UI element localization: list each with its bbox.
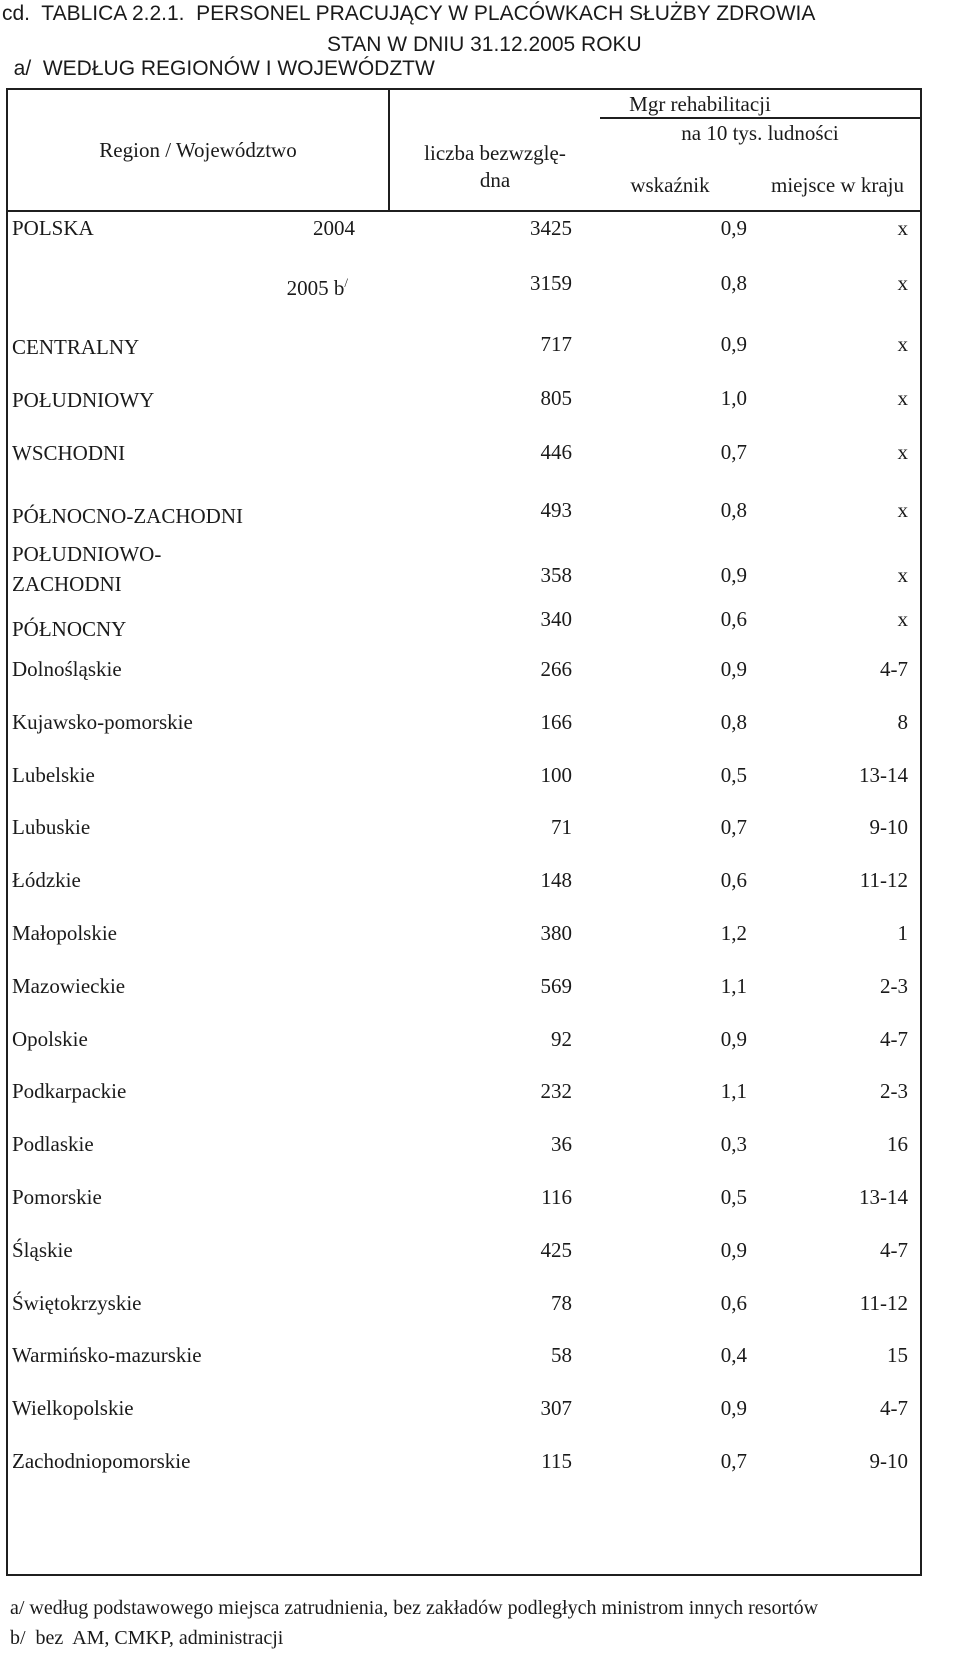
liczba-cell: 3425: [530, 216, 572, 240]
liczba-cell: 71: [551, 815, 572, 839]
miejsce-cell: 4-7: [880, 1238, 908, 1262]
wskaznik-cell: 0,7: [720, 1449, 747, 1473]
miejsce-cell: x: [897, 271, 908, 295]
wskaznik-cell: 0,7: [720, 815, 747, 839]
polska-year: 2004: [313, 216, 355, 240]
miejsce-cell: x: [897, 607, 908, 631]
miejsce-cell: x: [897, 498, 908, 522]
voivodeship-name: Warmińsko-mazurskie: [12, 1343, 202, 1367]
miejsce-cell: 11-12: [859, 1291, 908, 1315]
wskaznik-cell: 0,5: [720, 1185, 747, 1209]
miejsce-cell: 1: [897, 921, 908, 945]
liczba-cell: 100: [540, 763, 572, 787]
footnote-a: a/ według podstawowego miejsca zatrudnienia, bez zakładów podległych ministrom innych resortów: [10, 1597, 819, 1619]
voivodeship-name: Zachodniopomorskie: [12, 1449, 191, 1473]
miejsce-cell: 15: [887, 1343, 908, 1367]
header-divider-group: [600, 117, 922, 119]
liczba-cell: 3159: [530, 271, 572, 295]
wskaznik-cell: 1,1: [720, 974, 747, 998]
liczba-cell: 115: [541, 1449, 572, 1473]
miejsce-cell: x: [897, 216, 908, 240]
region-name: CENTRALNY: [12, 335, 140, 359]
voivodeship-name: Opolskie: [12, 1027, 88, 1051]
miejsce-cell: 13-14: [859, 1185, 908, 1209]
wskaznik-cell: 0,4: [720, 1343, 747, 1367]
wskaznik-cell: 1,2: [720, 921, 747, 945]
liczba-cell: 380: [540, 921, 572, 945]
header-divider-left: [388, 88, 390, 212]
region-name: PÓŁNOCNO-ZACHODNI: [12, 504, 243, 528]
header-liczba-line1: liczba bezwzglę-: [424, 141, 566, 165]
polska-year: 2005 b/: [286, 275, 348, 300]
liczba-cell: 307: [540, 1396, 572, 1420]
miejsce-cell: 4-7: [880, 1027, 908, 1051]
wskaznik-cell: 0,9: [720, 657, 747, 681]
miejsce-cell: 4-7: [880, 1396, 908, 1420]
wskaznik-cell: 0,9: [720, 1238, 747, 1262]
voivodeship-name: Dolnośląskie: [12, 657, 122, 681]
liczba-cell: 266: [540, 657, 572, 681]
miejsce-cell: 11-12: [859, 868, 908, 892]
miejsce-cell: x: [897, 563, 908, 587]
miejsce-cell: x: [897, 332, 908, 356]
wskaznik-cell: 0,8: [720, 271, 747, 295]
miejsce-cell: 16: [887, 1132, 908, 1156]
header-group-title: Mgr rehabilitacji: [629, 92, 771, 116]
miejsce-cell: 9-10: [869, 1449, 908, 1473]
subtitle-date: STAN W DNIU 31.12.2005 ROKU: [327, 33, 642, 56]
voivodeship-name: Podlaskie: [12, 1132, 94, 1156]
wskaznik-cell: 0,3: [720, 1132, 747, 1156]
header-bottom-rule: [6, 210, 922, 212]
subtitle-scope: a/ WEDŁUG REGIONÓW I WOJEWÓDZTW: [13, 57, 435, 80]
liczba-cell: 717: [540, 332, 572, 356]
wskaznik-cell: 0,9: [720, 563, 747, 587]
header-liczba-line2: dna: [479, 168, 511, 192]
wskaznik-cell: 0,8: [720, 498, 747, 522]
wskaznik-cell: 0,8: [720, 710, 747, 734]
wskaznik-cell: 0,7: [720, 440, 747, 464]
liczba-cell: 340: [540, 607, 572, 631]
voivodeship-name: Lubelskie: [12, 763, 95, 787]
liczba-cell: 92: [551, 1027, 572, 1051]
miejsce-cell: x: [897, 386, 908, 410]
liczba-cell: 116: [541, 1185, 572, 1209]
region-name-cont: ZACHODNI: [12, 572, 122, 596]
footnote-b: b/ bez AM, CMKP, administracji: [10, 1627, 284, 1649]
wskaznik-cell: 0,9: [720, 216, 747, 240]
footnote-marker: /: [344, 275, 348, 290]
wskaznik-cell: 0,6: [720, 868, 747, 892]
liczba-cell: 425: [540, 1238, 572, 1262]
wskaznik-cell: 0,9: [720, 332, 747, 356]
region-name: POŁUDNIOWY: [12, 388, 155, 412]
header-group-subtitle: na 10 tys. ludności: [681, 121, 839, 145]
voivodeship-name: Świętokrzyskie: [12, 1291, 142, 1315]
miejsce-cell: 4-7: [880, 657, 908, 681]
liczba-cell: 36: [551, 1132, 572, 1156]
liczba-cell: 493: [540, 498, 572, 522]
wskaznik-cell: 0,9: [720, 1396, 747, 1420]
voivodeship-name: Podkarpackie: [12, 1079, 127, 1103]
liczba-cell: 166: [540, 710, 572, 734]
liczba-cell: 805: [540, 386, 572, 410]
voivodeship-name: Łódzkie: [12, 868, 81, 892]
wskaznik-cell: 0,6: [720, 1291, 747, 1315]
miejsce-cell: x: [897, 440, 908, 464]
liczba-cell: 446: [540, 440, 572, 464]
voivodeship-name: Mazowieckie: [12, 974, 126, 998]
header-miejsce: miejsce w kraju: [771, 173, 904, 197]
voivodeship-name: Pomorskie: [12, 1185, 102, 1209]
miejsce-cell: 2-3: [880, 974, 908, 998]
voivodeship-name: Wielkopolskie: [12, 1396, 134, 1420]
header-wskaznik: wskaźnik: [630, 173, 710, 197]
liczba-cell: 78: [551, 1291, 572, 1315]
wskaznik-cell: 1,1: [720, 1079, 747, 1103]
voivodeship-name: Lubuskie: [12, 815, 91, 839]
voivodeship-name: Małopolskie: [12, 921, 117, 945]
voivodeship-name: Śląskie: [12, 1238, 73, 1262]
liczba-cell: 569: [540, 974, 572, 998]
region-name: POŁUDNIOWO-: [12, 542, 162, 566]
liczba-cell: 358: [540, 563, 572, 587]
miejsce-cell: 2-3: [880, 1079, 908, 1103]
miejsce-cell: 9-10: [869, 815, 908, 839]
liczba-cell: 58: [551, 1343, 572, 1367]
miejsce-cell: 13-14: [859, 763, 908, 787]
liczba-cell: 148: [540, 868, 572, 892]
header-region: Region / Województwo: [99, 138, 297, 162]
wskaznik-cell: 0,6: [720, 607, 747, 631]
table-title: cd. TABLICA 2.2.1. PERSONEL PRACUJĄCY W PLACÓWKACH SŁUŻBY ZDROWIA: [2, 2, 816, 25]
wskaznik-cell: 0,5: [720, 763, 747, 787]
liczba-cell: 232: [540, 1079, 572, 1103]
polska-label: POLSKA: [12, 216, 94, 240]
wskaznik-cell: 0,9: [720, 1027, 747, 1051]
wskaznik-cell: 1,0: [720, 386, 747, 410]
region-name: PÓŁNOCNY: [12, 617, 127, 641]
region-name: WSCHODNI: [12, 441, 126, 465]
miejsce-cell: 8: [897, 710, 908, 734]
voivodeship-name: Kujawsko-pomorskie: [12, 710, 193, 734]
